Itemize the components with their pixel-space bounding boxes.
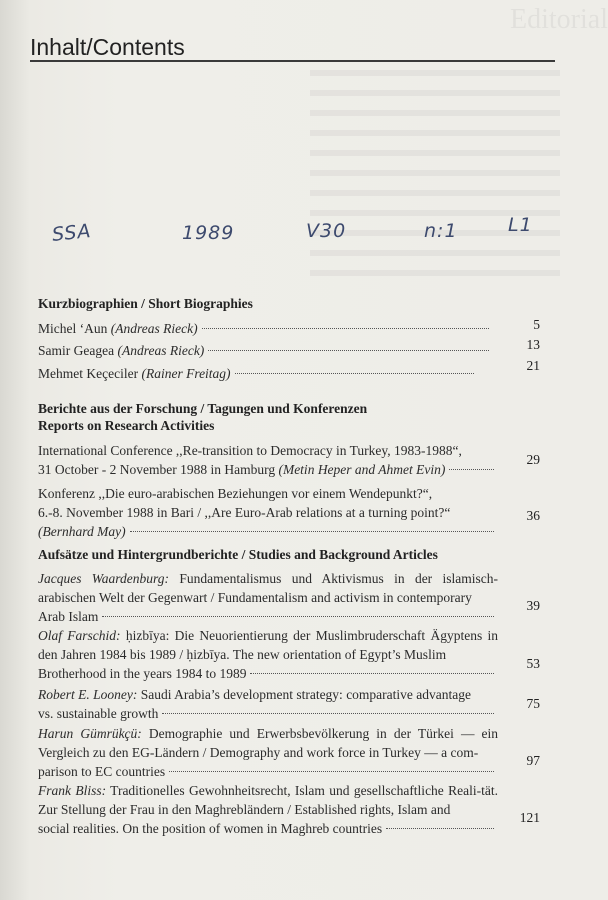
dot-leader: [235, 373, 474, 374]
page-number: 121: [519, 810, 540, 825]
entry-title-end: Brotherhood in the years 1984 to 1989: [38, 666, 247, 681]
page-number: 13: [526, 337, 540, 352]
page-number: 75: [526, 696, 540, 711]
handwritten-note-3: V30: [306, 220, 347, 242]
entry-line: Konferenz ,,Die euro-arabischen Beziehungen vor einem Wendepunkt?“,: [38, 486, 433, 501]
section-title-reports: Berichte aus der Forschung / Tagungen und Konferenzen: [38, 401, 368, 416]
page-number: 36: [526, 508, 540, 523]
title-rule: [30, 60, 555, 62]
entry-author: (Andreas Rieck): [117, 343, 205, 358]
entry-line: 6.-8. November 1988 in Bari / ,,Are Euro-Arab relations at a turning point?“: [38, 505, 451, 520]
handwritten-note-4: n:1: [424, 220, 458, 242]
entry-author: (Bernhard May): [38, 524, 126, 539]
entry-author: Harun Gümrükçü:: [38, 726, 142, 741]
page-number: 5: [533, 317, 540, 332]
toc-entry[interactable]: [38, 685, 498, 723]
dot-leader: [208, 350, 489, 351]
entry-title: Michel ‘Aun: [38, 321, 108, 336]
dot-leader: [162, 713, 494, 714]
toc-entry[interactable]: [38, 364, 478, 383]
ghost-title: Editorial: [510, 4, 608, 35]
bleed-through-text: [290, 0, 608, 310]
section-title-biographies: Kurzbiographien / Short Biographies: [38, 296, 253, 311]
handwritten-note-5: L1: [508, 214, 533, 236]
dot-leader: [169, 771, 494, 772]
entry-title: Demographie und Erwerbsbevölkerung in der Türkei — ein Vergleich zu den EG-Ländern / Demography and work force in Turkey — a com-: [38, 726, 498, 760]
entry-title: Mehmet Keçeciler: [38, 366, 139, 381]
dot-leader: [386, 828, 494, 829]
dot-leader: [449, 469, 494, 470]
page-number: 39: [526, 598, 540, 613]
entry-author: (Metin Heper and Ahmet Evin): [278, 462, 446, 477]
entry-author: Frank Bliss:: [38, 783, 107, 798]
entry-author: (Andreas Rieck): [110, 321, 198, 336]
toc-entry[interactable]: [38, 724, 498, 781]
handwritten-note-1: SSA: [50, 219, 93, 247]
toc-entry[interactable]: [38, 341, 493, 360]
section-title-articles: Aufsätze und Hintergrundberichte / Studies and Background Articles: [38, 547, 438, 562]
entry-title: Fundamentalismus und Aktivismus in der islamisch-arabischen Welt der Gegenwart / Fundamentalism and activism in contemporary: [38, 571, 498, 605]
handwritten-note-2: 1989: [182, 222, 235, 244]
toc-entry[interactable]: [38, 319, 493, 338]
entry-author: Olaf Farschid:: [38, 628, 121, 643]
toc-entry[interactable]: [38, 484, 498, 541]
entry-title-end: Arab Islam: [38, 609, 99, 624]
entry-author: (Rainer Freitag): [141, 366, 231, 381]
section-subtitle-reports: Reports on Research Activities: [38, 418, 215, 433]
dot-leader: [102, 616, 494, 617]
entry-title-end: parison to EC countries: [38, 764, 166, 779]
dot-leader: [250, 673, 494, 674]
entry-title-end: vs. sustainable growth: [38, 706, 159, 721]
toc-entry[interactable]: [38, 441, 498, 479]
entry-line: International Conference ,,Re-transition to Democracy in Turkey, 1983-1988“,: [38, 443, 462, 458]
toc-entry[interactable]: [38, 626, 498, 683]
page-number: 29: [526, 452, 540, 467]
entry-title: ḥizbīya: Die Neuorientierung der Muslimbruderschaft Ägyptens in den Jahren 1984 bis 1989 / ḥizbīya. The new orientation of Egypt’s Muslim: [38, 628, 498, 662]
page-number: 53: [526, 656, 540, 671]
dot-leader: [130, 531, 494, 532]
dot-leader: [202, 328, 489, 329]
entry-title-end: social realities. On the position of women in Maghreb countries: [38, 821, 383, 836]
entry-title: Saudi Arabia’s development strategy: comparative advantage: [140, 687, 471, 702]
page-title: Inhalt/Contents: [30, 34, 185, 60]
toc-entry[interactable]: [38, 569, 498, 626]
page-number: 97: [526, 753, 540, 768]
toc-entry[interactable]: [38, 781, 498, 838]
entry-line: 31 October - 2 November 1988 in Hamburg: [38, 462, 276, 477]
entry-author: Robert E. Looney:: [38, 687, 138, 702]
page-number: 21: [526, 358, 540, 373]
entry-title: Traditionelles Gewohnheitsrecht, Islam und gesellschaftliche Reali-tät. Zur Stellung der Frau in den Maghrebländern / Established rights, Islam and: [38, 783, 498, 817]
entry-author: Jacques Waardenburg:: [38, 571, 170, 586]
entry-title: Samir Geagea: [38, 343, 115, 358]
